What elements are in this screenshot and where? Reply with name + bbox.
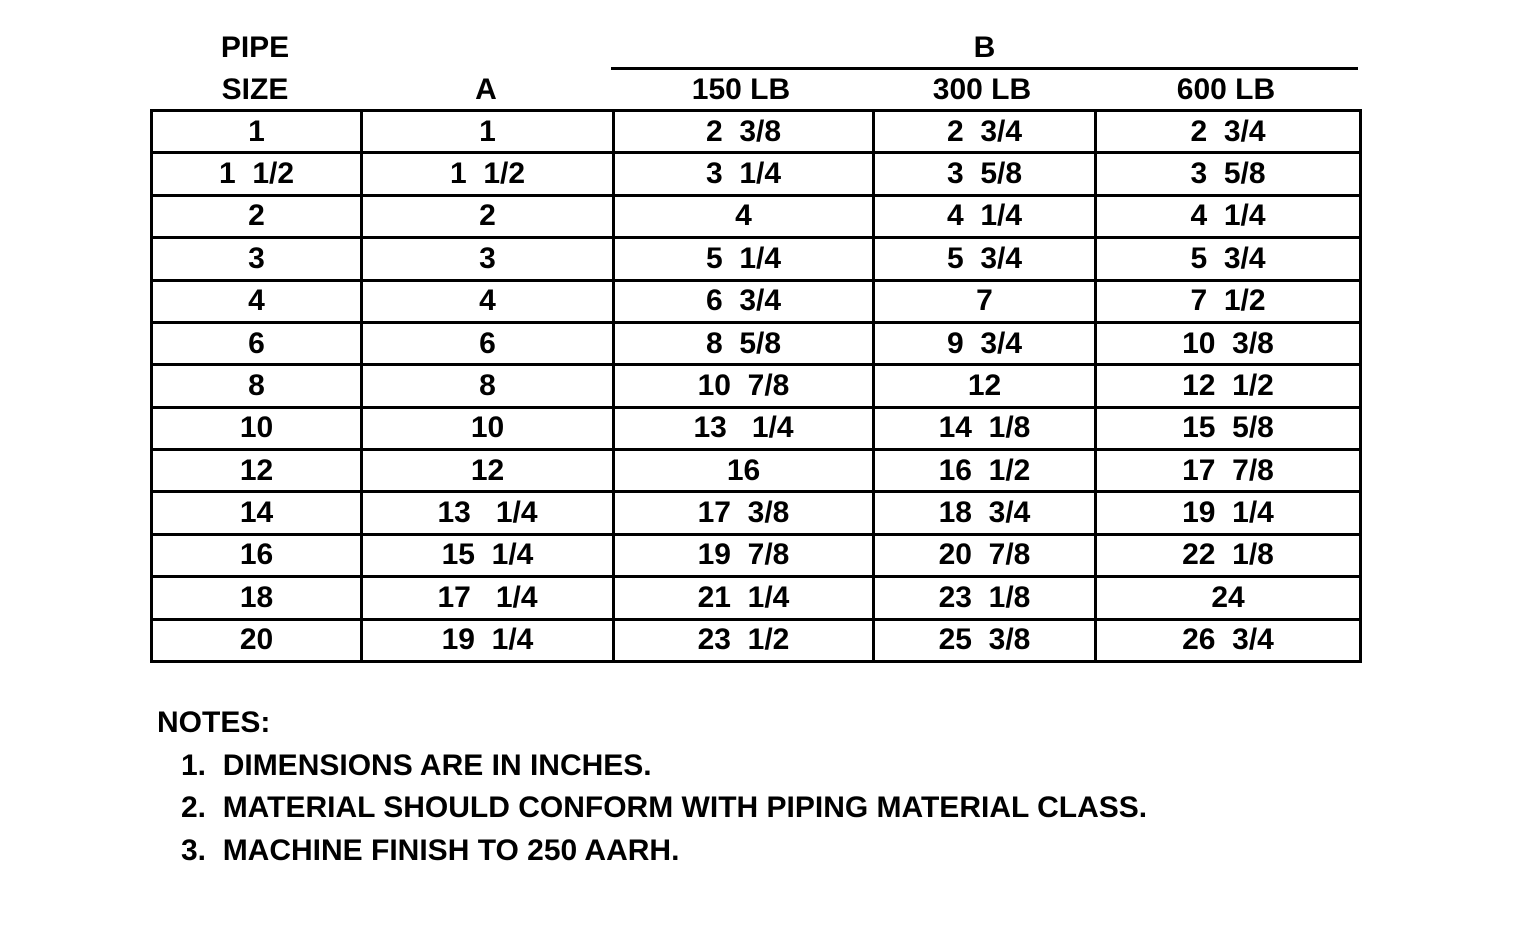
- table-row: [152, 619, 1361, 662]
- table-cell-b-300lb: 18 3/4: [874, 492, 1096, 534]
- note-item-1: 1. DIMENSIONS ARE IN INCHES.: [181, 748, 652, 782]
- table-row: [152, 450, 1361, 492]
- table-row: [152, 577, 1361, 619]
- table-cell-pipe-size: 12: [152, 450, 362, 492]
- table-cell-b-300lb: 25 3/8: [874, 619, 1096, 662]
- table-cell-b-150lb: 17 3/8: [614, 492, 874, 534]
- table-cell-b-150lb: 4: [614, 195, 874, 237]
- header-col-a: A: [475, 73, 497, 106]
- table-cell-a: 4: [362, 280, 614, 322]
- table-cell-b-150lb: 3 1/4: [614, 153, 874, 195]
- table-cell-pipe-size: 20: [152, 619, 362, 662]
- table-cell-pipe-size: 8: [152, 365, 362, 407]
- note-item-3: 3. MACHINE FINISH TO 250 AARH.: [181, 833, 680, 867]
- table-cell-a: 17 1/4: [362, 577, 614, 619]
- table-cell-a: 15 1/4: [362, 534, 614, 576]
- table-cell-b-600lb: 5 3/4: [1096, 238, 1361, 280]
- table-cell-b-300lb: 2 3/4: [874, 111, 1096, 153]
- table-cell-b-300lb: 20 7/8: [874, 534, 1096, 576]
- table-cell-a: 6: [362, 322, 614, 364]
- table-cell-b-600lb: 22 1/8: [1096, 534, 1361, 576]
- table-cell-b-600lb: 15 5/8: [1096, 407, 1361, 449]
- table-cell-a: 2: [362, 195, 614, 237]
- header-col-150lb: 150 LB: [691, 73, 791, 106]
- table-cell-b-150lb: 8 5/8: [614, 322, 874, 364]
- table-cell-pipe-size: 18: [152, 577, 362, 619]
- notes-block: [157, 702, 1147, 872]
- table-cell-b-300lb: 12: [874, 365, 1096, 407]
- table-cell-b-150lb: 19 7/8: [614, 534, 874, 576]
- table-cell-b-300lb: 16 1/2: [874, 450, 1096, 492]
- table-cell-b-300lb: 3 5/8: [874, 153, 1096, 195]
- table-row: [152, 195, 1361, 237]
- table-row: [152, 322, 1361, 364]
- header-col-600lb: 600 LB: [1176, 73, 1276, 106]
- table-cell-b-600lb: 17 7/8: [1096, 450, 1361, 492]
- table-cell-pipe-size: 6: [152, 322, 362, 364]
- table-cell-a: 12: [362, 450, 614, 492]
- table-cell-pipe-size: 4: [152, 280, 362, 322]
- table-cell-b-600lb: 2 3/4: [1096, 111, 1361, 153]
- notes-title: NOTES:: [157, 706, 271, 739]
- table-cell-a: 1: [362, 111, 614, 153]
- table-cell-b-150lb: 5 1/4: [614, 238, 874, 280]
- header-col-300lb: 300 LB: [932, 73, 1032, 106]
- table-cell-b-150lb: 16: [614, 450, 874, 492]
- table-cell-b-600lb: 3 5/8: [1096, 153, 1361, 195]
- table-cell-b-300lb: 23 1/8: [874, 577, 1096, 619]
- table-cell-b-600lb: 24: [1096, 577, 1361, 619]
- table-cell-b-600lb: 7 1/2: [1096, 280, 1361, 322]
- table-cell-b-150lb: 13 1/4: [614, 407, 874, 449]
- table-cell-a: 1 1/2: [362, 153, 614, 195]
- table-cell-b-600lb: 10 3/8: [1096, 322, 1361, 364]
- table-row: [152, 365, 1361, 407]
- table-row: [152, 153, 1361, 195]
- header-pipe-line1: PIPE: [220, 31, 290, 64]
- table-row: [152, 238, 1361, 280]
- table-cell-b-600lb: 4 1/4: [1096, 195, 1361, 237]
- header-group-b-rule: [611, 67, 1358, 70]
- table-cell-pipe-size: 1: [152, 111, 362, 153]
- header-group-b: B: [973, 31, 996, 64]
- table-cell-pipe-size: 1 1/2: [152, 153, 362, 195]
- table-cell-b-300lb: 9 3/4: [874, 322, 1096, 364]
- table-cell-a: 3: [362, 238, 614, 280]
- table-cell-a: 13 1/4: [362, 492, 614, 534]
- dimension-table-body: [152, 111, 1361, 662]
- table-row: [152, 534, 1361, 576]
- table-cell-b-150lb: 10 7/8: [614, 365, 874, 407]
- table-cell-pipe-size: 10: [152, 407, 362, 449]
- table-cell-a: 8: [362, 365, 614, 407]
- note-item-2: 2. MATERIAL SHOULD CONFORM WITH PIPING MATERIAL CLASS.: [181, 791, 1148, 824]
- table-cell-pipe-size: 14: [152, 492, 362, 534]
- table-row: [152, 407, 1361, 449]
- table-cell-b-600lb: 19 1/4: [1096, 492, 1361, 534]
- table-cell-b-150lb: 2 3/8: [614, 111, 874, 153]
- table-cell-pipe-size: 2: [152, 195, 362, 237]
- table-row: [152, 111, 1361, 153]
- table-row: [152, 492, 1361, 534]
- table-cell-pipe-size: 3: [152, 238, 362, 280]
- table-cell-b-150lb: 21 1/4: [614, 577, 874, 619]
- dimension-table: [150, 109, 1362, 663]
- table-cell-a: 19 1/4: [362, 619, 614, 662]
- header-pipe-line2: SIZE: [221, 73, 289, 106]
- table-cell-pipe-size: 16: [152, 534, 362, 576]
- table-cell-b-150lb: 6 3/4: [614, 280, 874, 322]
- table-cell-b-600lb: 26 3/4: [1096, 619, 1361, 662]
- table-cell-b-300lb: 5 3/4: [874, 238, 1096, 280]
- table-cell-b-150lb: 23 1/2: [614, 619, 874, 662]
- table-cell-b-600lb: 12 1/2: [1096, 365, 1361, 407]
- table-row: [152, 280, 1361, 322]
- table-cell-b-300lb: 14 1/8: [874, 407, 1096, 449]
- table-cell-b-300lb: 7: [874, 280, 1096, 322]
- table-cell-b-300lb: 4 1/4: [874, 195, 1096, 237]
- table-cell-a: 10: [362, 407, 614, 449]
